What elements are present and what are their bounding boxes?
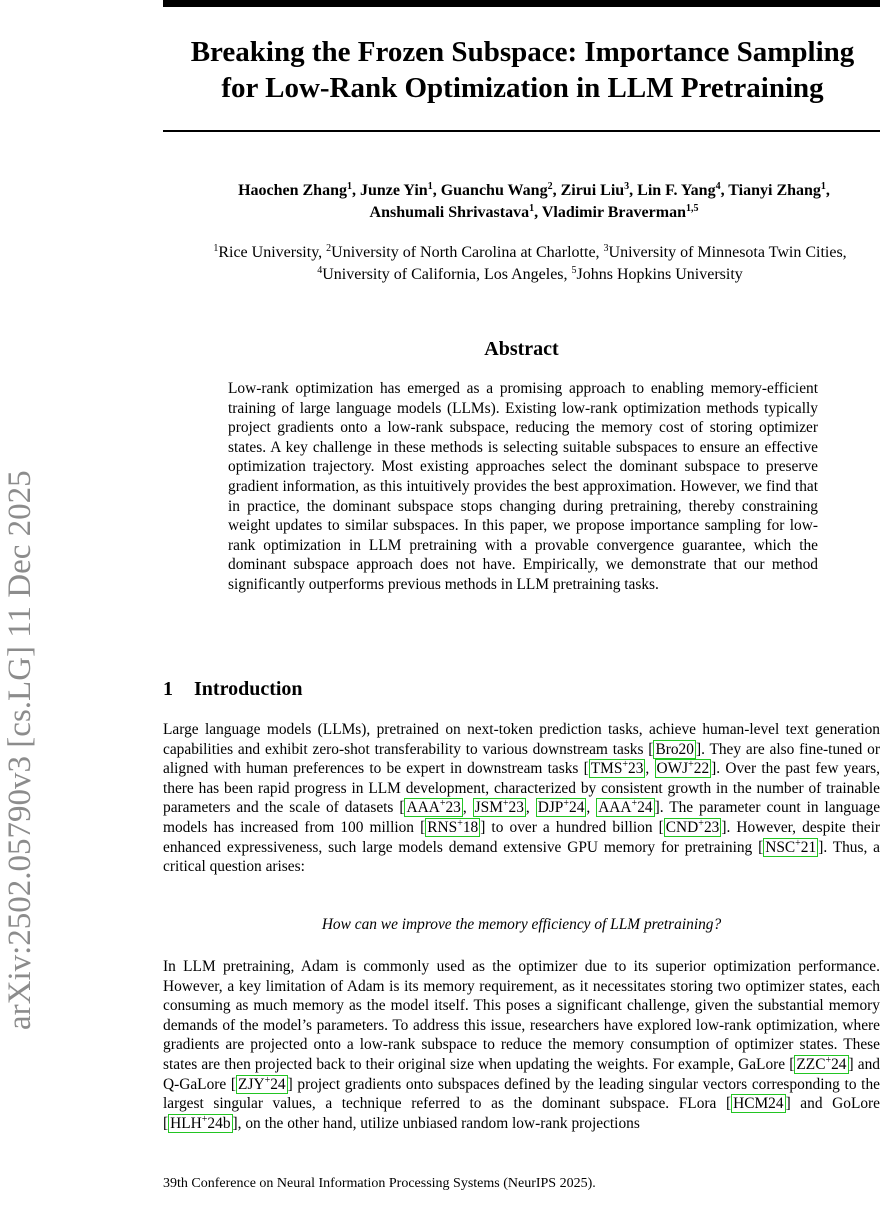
author-name: Junze Yin	[359, 182, 428, 199]
text-run: ] and Q-GaLore [	[163, 1055, 880, 1093]
citation-link[interactable]: TMS+23	[590, 759, 644, 778]
citation-link[interactable]: DJP+24	[537, 798, 585, 817]
arxiv-identifier-stamp	[0, 0, 50, 1200]
abstract-heading: Abstract	[484, 338, 559, 360]
text-run: ,	[586, 799, 597, 817]
arxiv-identifier-text: arXiv:2502.05790v3 [cs.LG] 11 Dec 2025	[2, 470, 38, 1030]
citation-link[interactable]: AAA+24	[598, 798, 653, 817]
affiliation-name: University of Minnesota Twin Cities	[608, 244, 843, 261]
author-affiliation-mark: 1,5	[685, 203, 699, 214]
affiliation-name: University of California, Los Angeles	[322, 266, 564, 283]
author-name: Anshumali Shrivastava	[369, 204, 530, 221]
text-run: ,	[645, 760, 655, 778]
author-affiliation-mark: 1	[820, 181, 826, 192]
author-affiliation-mark: 2	[547, 181, 553, 192]
text-run: ]. Thus, a critical question arises:	[163, 838, 880, 876]
affiliation-name: Johns Hopkins University	[576, 266, 743, 283]
affiliation-number: 1	[213, 243, 219, 254]
citation-link[interactable]: ZZC+24	[796, 1054, 847, 1073]
author-affiliation-mark: 4	[715, 181, 721, 192]
citation-link[interactable]: NSC+21	[765, 837, 817, 856]
citation-link[interactable]: JSM+23	[474, 798, 524, 817]
affiliation-number: 4	[317, 265, 323, 276]
title-rule	[163, 130, 880, 132]
affiliation-number: 5	[571, 265, 577, 276]
author-name: Haochen Zhang	[238, 182, 347, 199]
affiliation-number: 2	[326, 243, 332, 254]
text-run: ] and GoLore [	[163, 1095, 881, 1132]
author-name: Vladimir Braverman	[541, 204, 686, 221]
author-list: Haochen Zhang$^1$, Junze Yin$^1$, Guanchu Wang$^2$, Zirui Liu$^3$, Lin F. Yang$^4$, Tianyi Zhang$^1$, Anshumali Shrivastava$^1$, Vladimir Braverman$^{1,5}$	[238, 181, 830, 221]
author-name: Tianyi Zhang	[728, 182, 821, 199]
top-rule	[163, 0, 880, 7]
intro-paragraph	[163, 720, 880, 877]
body-paragraph	[163, 957, 880, 1133]
title-line-2: for Low-Rank Optimization in LLM Pretraining	[221, 72, 824, 104]
affiliation-number: 3	[603, 243, 609, 254]
text-run: ,	[525, 799, 536, 817]
text-run: ]. The parameter count in language models has increased from 100 million [	[163, 799, 881, 836]
abstract-text: Low-rank optimization has emerged as a promising approach to enabling memory-efficient training of large language models (LLMs). Existing low-rank optimization methods typically project gradients onto a low-rank subspace, reducing the memory cost of storing optimizer states. A key challenge in these methods is selecting suitable subspaces to ensure an effective optimization trajectory. Most existing approaches select the dominant subspace to preserve gradient information, as this intuitively provides the best approximation. However, we find that in practice, the dominant subspace stops changing during pretraining, thereby constraining weight updates to similar subspaces. In this paper, we propose importance sampling for low-rank optimization in LLM pretraining with a provable convergence guarantee, which the dominant subspace approach does not have. Empirically, we demonstrate that our method significantly outperforms previous methods in LLM pretraining tasks.	[228, 380, 818, 593]
title-line-1: Breaking the Frozen Subspace: Importance Sampling	[190, 36, 855, 68]
section-number: 1	[163, 678, 173, 700]
author-affiliation-mark: 1	[346, 181, 352, 192]
author-name: Guanchu Wang	[440, 182, 548, 199]
affiliation-name: University of North Carolina at Charlotte	[331, 244, 596, 261]
paper-title	[150, 34, 890, 106]
author-name: Lin F. Yang	[637, 182, 716, 199]
text-run: ,	[462, 799, 473, 817]
text-run: ], on the other hand, utilize unbiased random low-rank projections	[232, 1114, 640, 1132]
section-title: Introduction	[194, 678, 303, 700]
text-run: In LLM pretraining, Adam is commonly used as the optimizer due to its superior optimization performance. However, a key limitation of Adam is its memory requirement, as it necessitates storing two optimizer states, each consuming as much memory as the model itself. This poses a significant challenge, given the substantial memory demands of the model’s parameters. To address this issue, researchers have explored low-rank optimization, where gradients are projected onto a low-rank subspace to reduce the memory consumption of optimizer states. These states are then projected back to their original size when updating the weights. For example, GaLore [	[163, 958, 880, 1073]
text-run: ]. Over the past few years, there has been rapid progress in LLM development, characterized by consistent growth in the number of trainable parameters and the scale of datasets [	[163, 760, 880, 817]
affiliation-list: $^1$Rice University, $^2$University of North Carolina at Charlotte, $^3$University of Minnesota Twin Cities, $^4$University of California, Los Angeles, $^5$Johns Hopkins University	[213, 243, 847, 283]
text-run: ]. They are also fine-tuned or aligned with human preferences to be expert in downstream tasks [	[163, 740, 881, 778]
citation-link[interactable]: HLH+24b	[170, 1113, 231, 1132]
citation-link[interactable]: HCM24	[733, 1095, 784, 1113]
author-affiliation-mark: 1	[427, 181, 433, 192]
text-run: ]. However, despite their enhanced expressiveness, such large models demand extensive GPU memory for pretraining [	[163, 818, 881, 856]
citation-link[interactable]: Bro20	[655, 740, 694, 758]
citation-link[interactable]: AAA+23	[406, 798, 461, 817]
citation-link[interactable]: ZJY+24	[238, 1074, 286, 1093]
conference-footnote: 39th Conference on Neural Information Processing Systems (NeurIPS 2025).	[163, 1176, 596, 1191]
affiliation-name: Rice University	[218, 244, 319, 261]
text-run: Large language models (LLMs), pretrained on next-token prediction tasks, achieve human-level text generation capabilities and exhibit zero-shot transferability to various downstream tasks [	[163, 721, 880, 758]
citation-link[interactable]: CND+23	[665, 817, 720, 836]
text-run: ] project gradients onto subspaces defined by the leading singular vectors corresponding to the largest singular values, a technique referred to as the dominant subspace. FLora [	[163, 1075, 880, 1113]
author-affiliation-mark: 1	[529, 203, 535, 214]
research-question: How can we improve the memory efficiency of LLM pretraining?	[321, 916, 722, 933]
author-name: Zirui Liu	[560, 182, 625, 199]
author-affiliation-mark: 3	[624, 181, 630, 192]
citation-link[interactable]: RNS+18	[427, 817, 479, 836]
citation-link[interactable]: OWJ+22	[656, 759, 710, 778]
section-heading-introduction	[163, 677, 303, 701]
text-run: ] to over a hundred billion [	[480, 818, 664, 836]
